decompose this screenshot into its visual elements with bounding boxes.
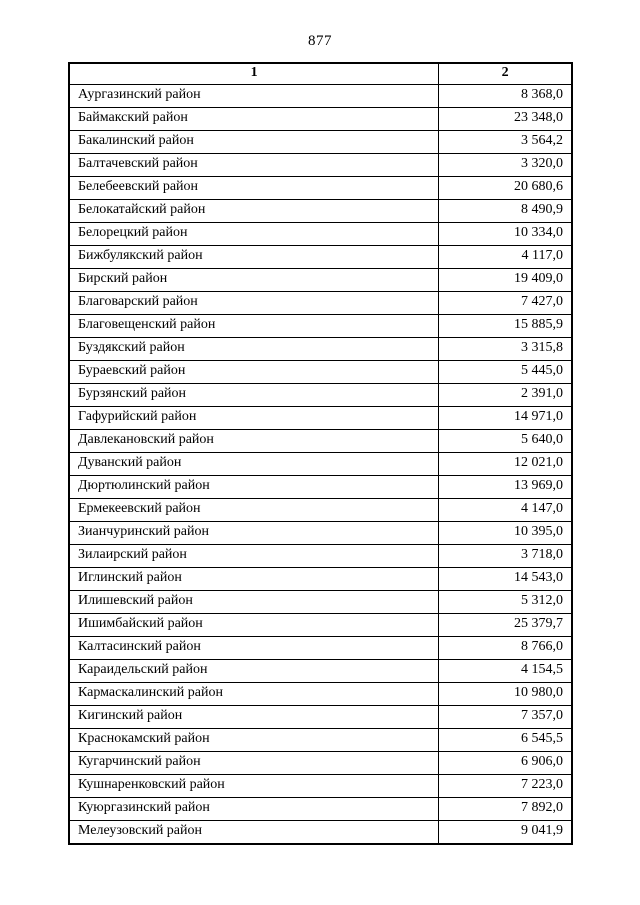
district-value: 3 315,8 <box>439 338 572 361</box>
district-value: 10 980,0 <box>439 683 572 706</box>
table-row <box>69 775 572 798</box>
district-value: 12 021,0 <box>439 453 572 476</box>
district-name: Ишимбайский район <box>69 614 439 637</box>
table-row <box>69 131 572 154</box>
district-value: 3 320,0 <box>439 154 572 177</box>
table-row <box>69 476 572 499</box>
table-row <box>69 453 572 476</box>
district-value: 5 640,0 <box>439 430 572 453</box>
table-row <box>69 223 572 246</box>
table-row <box>69 752 572 775</box>
table-row <box>69 614 572 637</box>
district-value: 14 543,0 <box>439 568 572 591</box>
district-value: 25 379,7 <box>439 614 572 637</box>
district-value: 7 357,0 <box>439 706 572 729</box>
district-name: Белокатайский район <box>69 200 439 223</box>
district-name: Кигинский район <box>69 706 439 729</box>
district-name: Белебеевский район <box>69 177 439 200</box>
table-row <box>69 660 572 683</box>
district-value: 14 971,0 <box>439 407 572 430</box>
district-name: Бирский район <box>69 269 439 292</box>
district-value: 7 427,0 <box>439 292 572 315</box>
header-col-1: 1 <box>69 63 439 85</box>
table-row <box>69 637 572 660</box>
district-name: Бижбулякский район <box>69 246 439 269</box>
table-row <box>69 522 572 545</box>
table-row <box>69 177 572 200</box>
district-name: Калтасинский район <box>69 637 439 660</box>
district-value: 6 906,0 <box>439 752 572 775</box>
district-value: 23 348,0 <box>439 108 572 131</box>
table-row <box>69 729 572 752</box>
district-value: 4 154,5 <box>439 660 572 683</box>
district-value: 8 368,0 <box>439 85 572 108</box>
district-name: Белорецкий район <box>69 223 439 246</box>
table-row <box>69 499 572 522</box>
table-row <box>69 154 572 177</box>
district-name: Кугарчинский район <box>69 752 439 775</box>
district-value: 6 545,5 <box>439 729 572 752</box>
district-name: Бакалинский район <box>69 131 439 154</box>
district-name: Аургазинский район <box>69 85 439 108</box>
district-name: Ермекеевский район <box>69 499 439 522</box>
districts-table <box>68 62 573 845</box>
district-value: 15 885,9 <box>439 315 572 338</box>
table-row <box>69 315 572 338</box>
district-name: Иглинский район <box>69 568 439 591</box>
header-row <box>69 63 572 85</box>
header-col-2: 2 <box>439 63 572 85</box>
district-value: 2 391,0 <box>439 384 572 407</box>
district-value: 20 680,6 <box>439 177 572 200</box>
district-name: Караидельский район <box>69 660 439 683</box>
table-row <box>69 821 572 845</box>
table-row <box>69 246 572 269</box>
table-row <box>69 407 572 430</box>
district-name: Давлекановский район <box>69 430 439 453</box>
district-name: Баймакский район <box>69 108 439 131</box>
table-row <box>69 706 572 729</box>
table-row <box>69 568 572 591</box>
district-name: Буздякский район <box>69 338 439 361</box>
district-name: Благовещенский район <box>69 315 439 338</box>
table-row <box>69 591 572 614</box>
district-value: 7 223,0 <box>439 775 572 798</box>
table-row <box>69 384 572 407</box>
table-row <box>69 798 572 821</box>
table-row <box>69 85 572 108</box>
district-value: 3 564,2 <box>439 131 572 154</box>
table-row <box>69 108 572 131</box>
district-value: 10 395,0 <box>439 522 572 545</box>
district-name: Бурзянский район <box>69 384 439 407</box>
district-value: 8 766,0 <box>439 637 572 660</box>
district-name: Бураевский район <box>69 361 439 384</box>
district-name: Дюртюлинский район <box>69 476 439 499</box>
district-name: Мелеузовский район <box>69 821 439 845</box>
district-name: Кармаскалинский район <box>69 683 439 706</box>
table-header <box>69 63 572 85</box>
district-name: Краснокамский район <box>69 729 439 752</box>
district-value: 5 312,0 <box>439 591 572 614</box>
table-row <box>69 683 572 706</box>
district-value: 7 892,0 <box>439 798 572 821</box>
table-row <box>69 430 572 453</box>
district-value: 3 718,0 <box>439 545 572 568</box>
district-value: 4 117,0 <box>439 246 572 269</box>
district-name: Зианчуринский район <box>69 522 439 545</box>
page-number: 877 <box>308 33 332 49</box>
district-value: 4 147,0 <box>439 499 572 522</box>
district-value: 10 334,0 <box>439 223 572 246</box>
table-row <box>69 292 572 315</box>
table-row <box>69 338 572 361</box>
district-name: Кушнаренковский район <box>69 775 439 798</box>
table-body <box>69 85 572 845</box>
district-value: 8 490,9 <box>439 200 572 223</box>
table-row <box>69 361 572 384</box>
district-name: Благоварский район <box>69 292 439 315</box>
district-name: Илишевский район <box>69 591 439 614</box>
table-row <box>69 200 572 223</box>
district-value: 9 041,9 <box>439 821 572 845</box>
district-value: 19 409,0 <box>439 269 572 292</box>
district-value: 5 445,0 <box>439 361 572 384</box>
district-name: Куюргазинский район <box>69 798 439 821</box>
district-name: Балтачевский район <box>69 154 439 177</box>
table-row <box>69 269 572 292</box>
district-value: 13 969,0 <box>439 476 572 499</box>
table-row <box>69 545 572 568</box>
district-name: Дуванский район <box>69 453 439 476</box>
district-name: Зилаирский район <box>69 545 439 568</box>
district-name: Гафурийский район <box>69 407 439 430</box>
